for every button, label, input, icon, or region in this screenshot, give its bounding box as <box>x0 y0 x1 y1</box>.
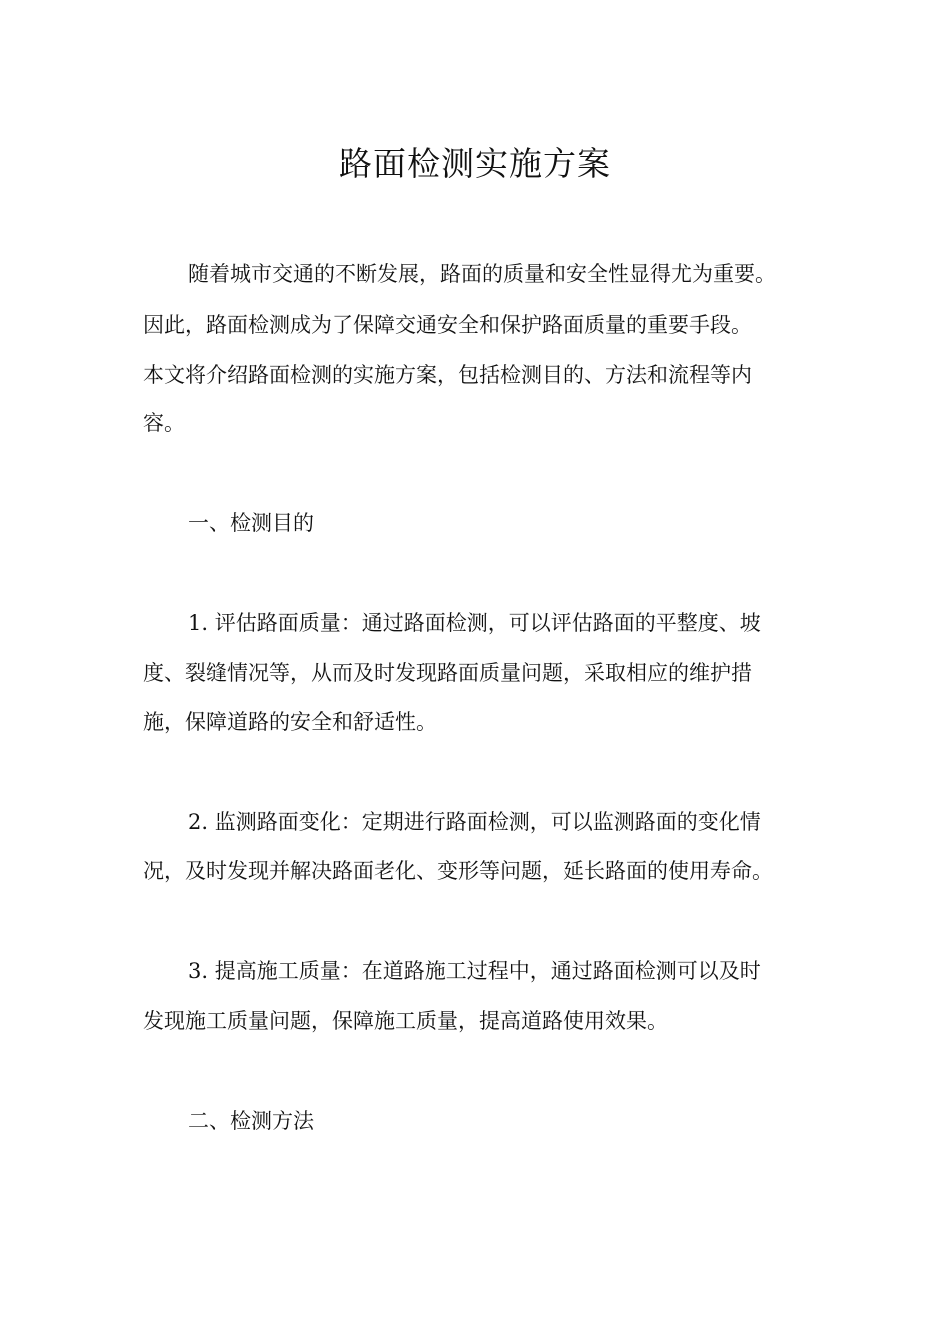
section-heading-methods: 二、检测方法 <box>188 1109 314 1133</box>
purpose-item-1-line-1: 1. 评估路面质量：通过路面检测，可以评估路面的平整度、坡 <box>188 611 761 635</box>
intro-line-1: 随着城市交通的不断发展，路面的质量和安全性显得尤为重要。 <box>188 262 776 286</box>
document-title: 路面检测实施方案 <box>339 144 611 183</box>
purpose-item-2-line-2: 况，及时发现并解决路面老化、变形等问题，延长路面的使用寿命。 <box>143 859 773 883</box>
intro-line-2: 因此，路面检测成为了保障交通安全和保护路面质量的重要手段。 <box>143 313 752 337</box>
purpose-item-3-line-2: 发现施工质量问题，保障施工质量，提高道路使用效果。 <box>143 1009 668 1033</box>
intro-line-4: 容。 <box>143 411 185 435</box>
purpose-item-3-line-1: 3. 提高施工质量：在道路施工过程中，通过路面检测可以及时 <box>188 959 761 983</box>
purpose-item-2-line-1: 2. 监测路面变化：定期进行路面检测，可以监测路面的变化情 <box>188 810 761 834</box>
intro-line-3: 本文将介绍路面检测的实施方案，包括检测目的、方法和流程等内 <box>143 363 752 387</box>
purpose-item-1-line-3: 施，保障道路的安全和舒适性。 <box>143 710 437 734</box>
section-heading-purpose: 一、检测目的 <box>188 511 314 535</box>
purpose-item-1-line-2: 度、裂缝情况等，从而及时发现路面质量问题，采取相应的维护措 <box>143 661 752 685</box>
